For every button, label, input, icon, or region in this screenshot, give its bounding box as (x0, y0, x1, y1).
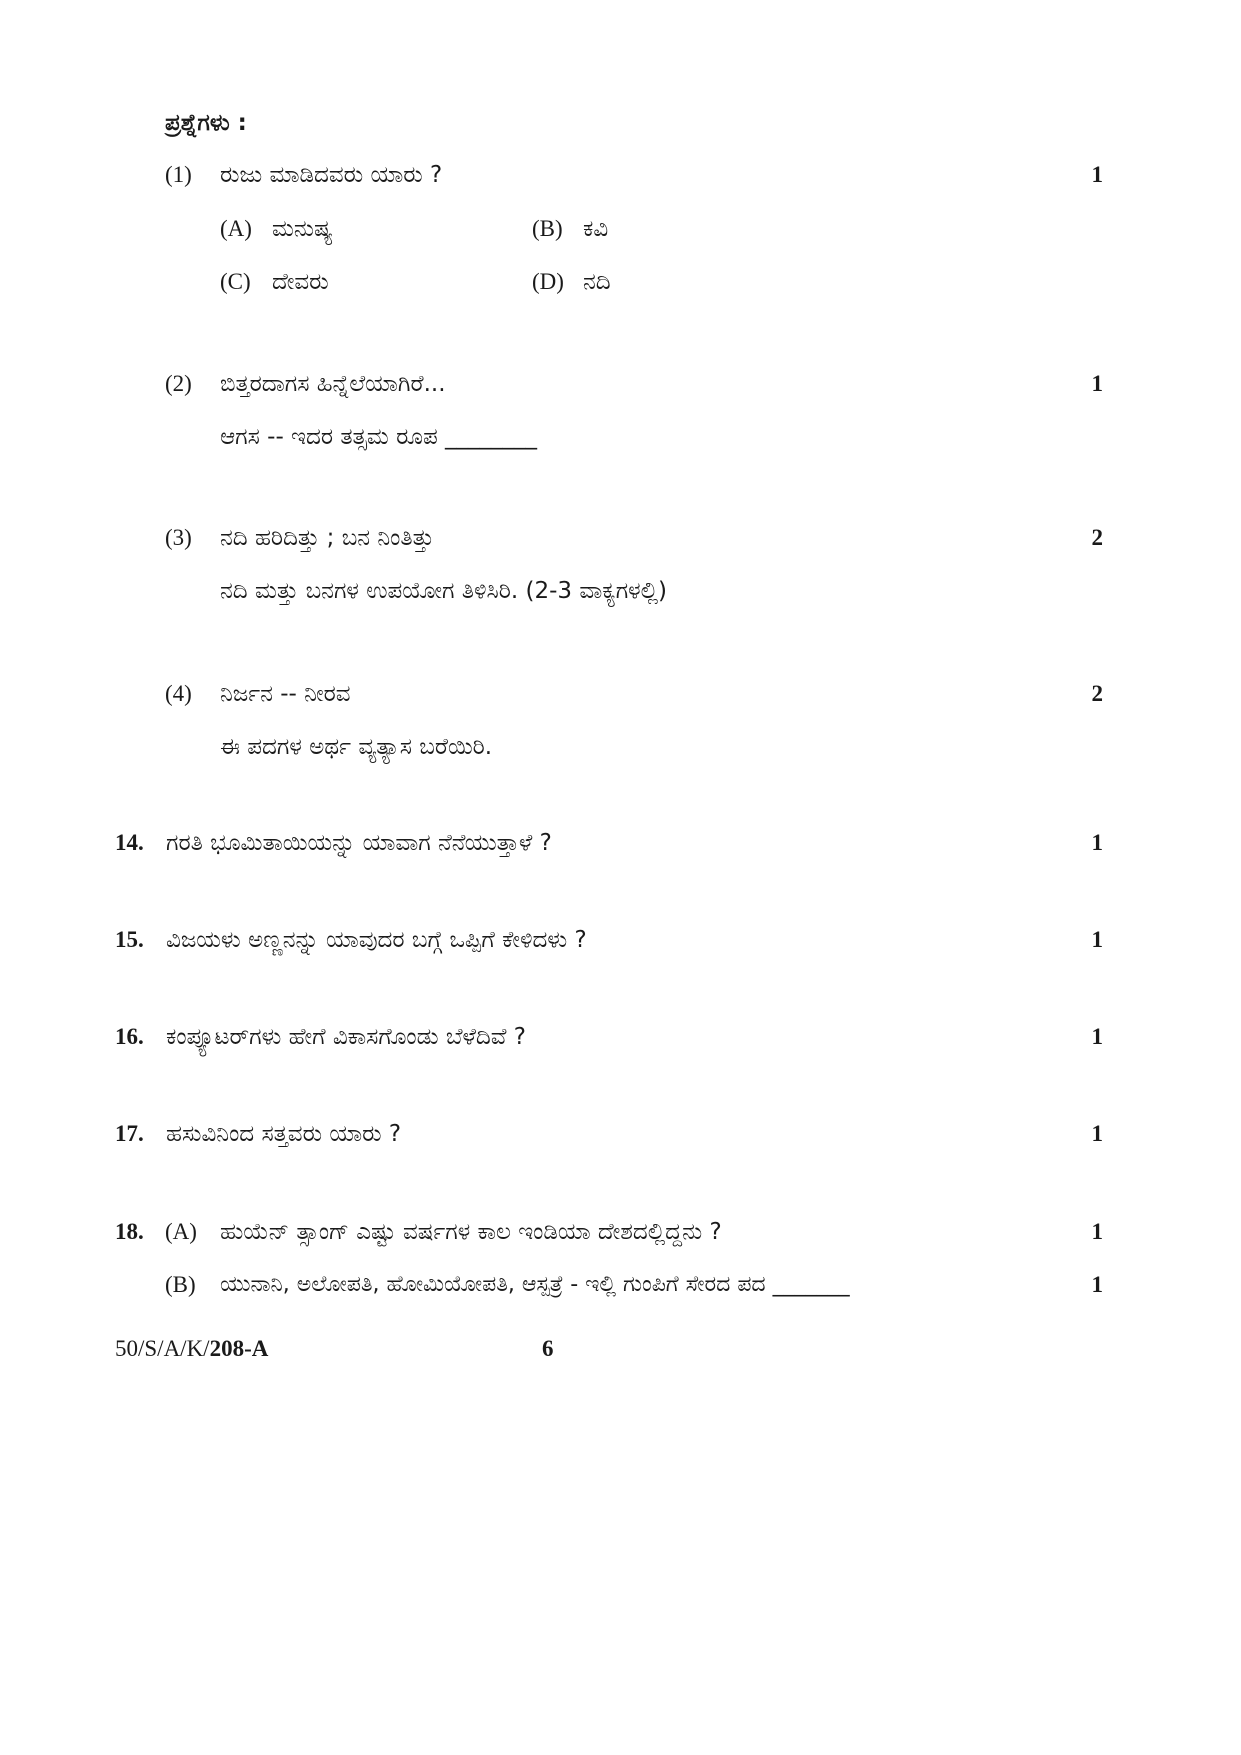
option-label: (C) (220, 269, 251, 294)
option-label: (D) (532, 269, 564, 294)
option-text: ನದಿ (583, 269, 611, 295)
page-number: 6 (542, 1336, 554, 1361)
marks: 1 (1091, 1219, 1103, 1244)
subquestion-text: ಬಿತ್ತರದಾಗಸ ಹಿನ್ನೆಲೆಯಾಗಿರೆ... (220, 371, 446, 397)
subquestion-line2: ಆಗಸ -- ಇದರ ತತ್ಸಮ ರೂಪ ________ (220, 424, 538, 450)
question-text: ವಿಜಯಳು ಅಣ್ಣನನ್ನು ಯಾವುದರ ಬಗ್ಗೆ ಒಪ್ಪಿಗೆ ಕೇಳಿದಳು ? (166, 927, 587, 953)
option-text: ಕವಿ (583, 216, 609, 242)
subquestion-line2: ಈ ಪದಗಳ ಅರ್ಥ ವ್ಯತ್ಯಾಸ ಬರೆಯಿರಿ. (220, 734, 493, 760)
subquestion-text: ನಿರ್ಜನ -- ನೀರವ (220, 681, 351, 707)
part-text: ಹುಯೆನ್ ತ್ಸಾಂಗ್ ಎಷ್ಟು ವರ್ಷಗಳ ಕಾಲ ಇಂಡಿಯಾ ದೇಶದಲ್ಲಿದ್ದನು ? (220, 1219, 722, 1245)
section-heading: ಪ್ರಶ್ನೆಗಳು : (165, 110, 247, 136)
marks: 1 (1091, 1272, 1103, 1297)
question-number: 15. (115, 927, 144, 952)
question-number: 14. (115, 830, 144, 855)
subquestion-line2: ನದಿ ಮತ್ತು ಬನಗಳ ಉಪಯೋಗ ತಿಳಿಸಿರಿ. (2-3 ವಾಕ್ಯಗಳಲ್ಲಿ) (220, 578, 668, 604)
part-label: (A) (165, 1219, 197, 1244)
paper-code (115, 1336, 268, 1362)
marks: 1 (1091, 162, 1103, 187)
subquestion-number: (2) (165, 371, 192, 396)
part-label: (B) (165, 1272, 196, 1297)
part-text: ಯುನಾನಿ, ಅಲೋಪತಿ, ಹೋಮಿಯೋಪತಿ, ಆಸ್ಪತ್ರೆ - ಇಲ್ಲಿ ಗುಂಪಿಗೆ ಸೇರದ ಪದ _______ (220, 1272, 850, 1297)
subquestion-text: ನದಿ ಹರಿದಿತ್ತು ; ಬನ ನಿಂತಿತ್ತು (220, 525, 435, 551)
paper-code-prefix: 50/S/A/K/ (115, 1336, 210, 1361)
question-text: ಕಂಪ್ಯೂಟರ್‌ಗಳು ಹೇಗೆ ವಿಕಾಸಗೊಂಡು ಬೆಳೆದಿವೆ ? (166, 1024, 526, 1050)
marks: 1 (1091, 1121, 1103, 1146)
question-number: 18. (115, 1219, 144, 1244)
subquestion-text: ರುಜು ಮಾಡಿದವರು ಯಾರು ? (220, 162, 443, 188)
marks: 1 (1091, 830, 1103, 855)
paper-code-bold: 208-A (209, 1336, 269, 1361)
marks: 2 (1091, 681, 1103, 706)
marks: 1 (1091, 1024, 1103, 1049)
subquestion-number: (1) (165, 162, 192, 187)
option-text: ದೇವರು (272, 269, 329, 295)
option-label: (A) (220, 216, 252, 241)
option-label: (B) (532, 216, 563, 241)
subquestion-number: (3) (165, 525, 192, 550)
marks: 1 (1091, 371, 1103, 396)
question-number: 16. (115, 1024, 144, 1049)
option-text: ಮನುಷ್ಯ (272, 216, 333, 242)
marks: 1 (1091, 927, 1103, 952)
question-number: 17. (115, 1121, 144, 1146)
question-text: ಹಸುವಿನಿಂದ ಸತ್ತವರು ಯಾರು ? (166, 1121, 402, 1147)
marks: 2 (1091, 525, 1103, 550)
subquestion-number: (4) (165, 681, 192, 706)
question-text: ಗರತಿ ಭೂಮಿತಾಯಿಯನ್ನು ಯಾವಾಗ ನೆನೆಯುತ್ತಾಳೆ ? (166, 830, 552, 856)
